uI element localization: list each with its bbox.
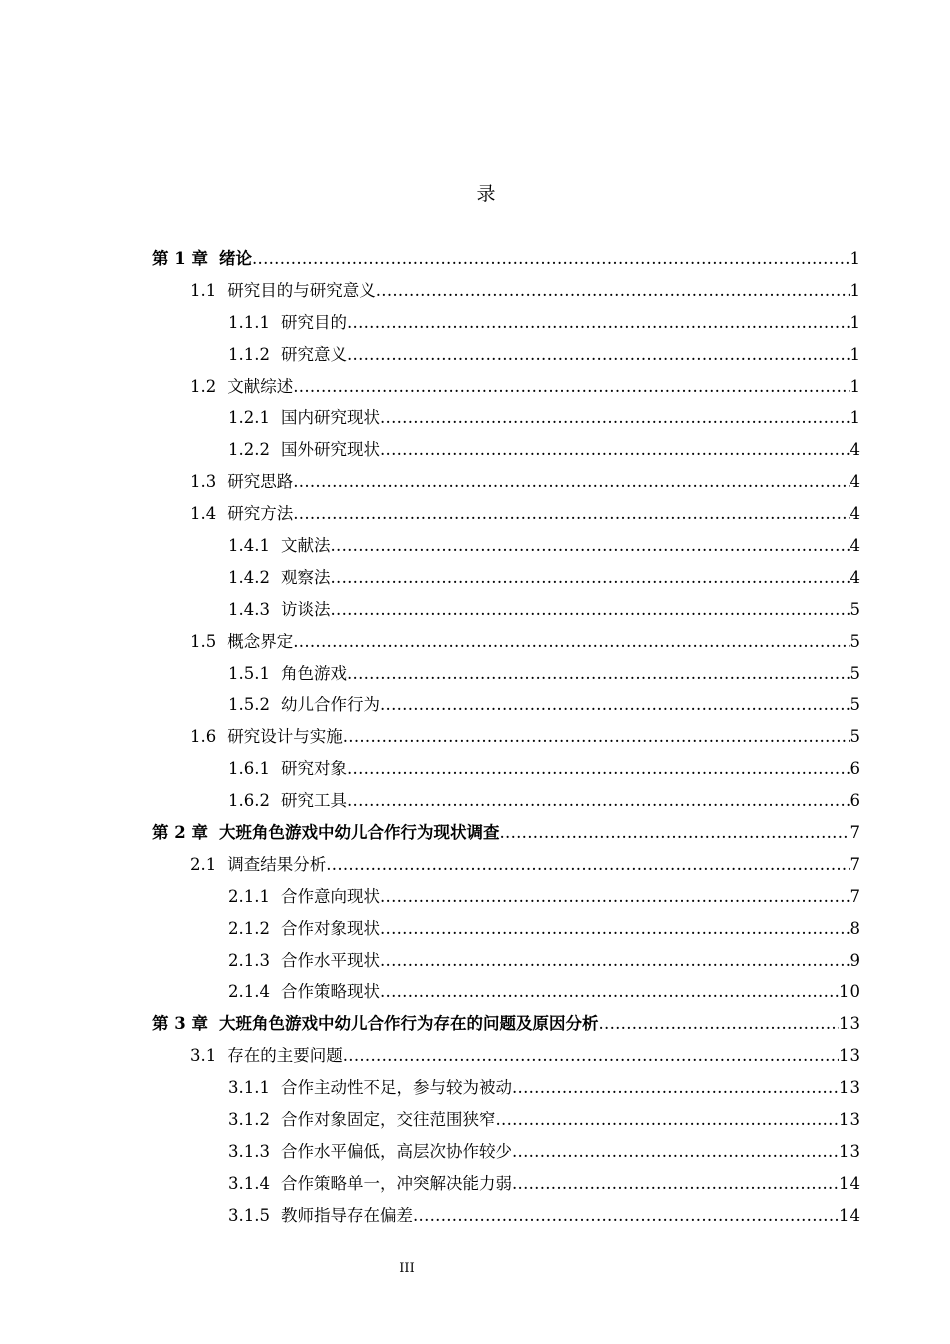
toc-entry[interactable] — [0, 1040, 950, 1072]
toc-entry-title: 研究设计与实施 — [227, 727, 343, 747]
toc-entry-page-number: 13 — [839, 1110, 860, 1130]
toc-entry[interactable] — [0, 307, 950, 339]
toc-leader-dots — [380, 434, 850, 466]
toc-entry[interactable] — [0, 371, 950, 403]
toc-entry-row — [228, 307, 860, 339]
toc-entry-page-number: 5 — [849, 727, 860, 747]
toc-entry-row — [228, 1104, 860, 1136]
toc-entry-title: 观察法 — [280, 567, 331, 587]
toc-entry-row — [190, 1040, 860, 1072]
table-of-contents — [0, 243, 950, 1232]
toc-leader-dots — [512, 1136, 839, 1168]
toc-entry-number: 1.5.2 — [228, 695, 270, 715]
toc-entry[interactable] — [0, 594, 950, 626]
toc-entry-number: 2.1.4 — [228, 982, 270, 1002]
toc-entry-title: 幼儿合作行为 — [280, 695, 380, 715]
toc-entry-title: 合作策略单一，冲突解决能力弱 — [280, 1173, 512, 1193]
toc-leader-dots — [347, 307, 850, 339]
toc-entry[interactable] — [0, 849, 950, 881]
toc-leader-dots — [343, 1040, 839, 1072]
toc-entry-page-number: 14 — [839, 1205, 860, 1225]
toc-entry-title: 概念界定 — [227, 631, 294, 651]
toc-entry-row — [228, 339, 860, 371]
toc-entry-page-number: 13 — [839, 1141, 860, 1161]
toc-entry-number: 3.1.2 — [228, 1110, 270, 1130]
toc-entry-number: 1.4 — [190, 504, 217, 524]
toc-entry-number: 2.1.3 — [228, 950, 270, 970]
toc-entry-title: 合作水平现状 — [280, 950, 380, 970]
toc-entry[interactable] — [0, 243, 950, 275]
toc-entry-page-number: 5 — [849, 663, 860, 683]
toc-entry-page-number: 4 — [849, 536, 860, 556]
toc-entry-number: 2.1 — [190, 854, 217, 874]
toc-entry-row — [228, 1072, 860, 1104]
toc-entry-number: 1.2.2 — [228, 440, 270, 460]
toc-entry-title: 研究工具 — [280, 791, 347, 811]
toc-entry-number: 1.6.2 — [228, 791, 270, 811]
toc-entry[interactable] — [0, 275, 950, 307]
toc-entry-title: 大班角色游戏中幼儿合作行为存在的问题及原因分析 — [218, 1014, 599, 1034]
toc-entry-number: 1.4.3 — [228, 599, 270, 619]
toc-entry-title: 绪论 — [218, 249, 252, 268]
toc-entry-page-number: 9 — [849, 950, 860, 970]
toc-entry-page-number: 4 — [849, 472, 860, 492]
toc-entry-number: 1.2.1 — [228, 408, 270, 428]
toc-leader-dots — [512, 1168, 839, 1200]
toc-entry-number: 2.1.1 — [228, 886, 270, 906]
toc-leader-dots — [330, 562, 849, 594]
toc-entry-row — [228, 1136, 860, 1168]
toc-entry-page-number: 5 — [849, 599, 860, 619]
toc-entry-page-number: 13 — [839, 1078, 860, 1098]
toc-entry[interactable] — [0, 402, 950, 434]
toc-entry-row — [228, 562, 860, 594]
toc-leader-dots — [380, 402, 850, 434]
toc-entry-number: 3.1.1 — [228, 1078, 270, 1098]
toc-entry-number: 1.3 — [190, 472, 217, 492]
toc-entry[interactable] — [0, 913, 950, 945]
toc-entry-row — [190, 721, 860, 753]
toc-entry[interactable] — [0, 881, 950, 913]
toc-entry[interactable] — [0, 753, 950, 785]
toc-entry-title: 调查结果分析 — [227, 854, 327, 874]
toc-entry[interactable] — [0, 1168, 950, 1200]
toc-entry[interactable] — [0, 1008, 950, 1040]
toc-entry-title: 教师指导存在偏差 — [280, 1205, 413, 1225]
toc-entry[interactable] — [0, 626, 950, 658]
toc-entry[interactable] — [0, 817, 950, 849]
toc-entry-number: 3.1.3 — [228, 1141, 270, 1161]
toc-entry-row — [152, 817, 860, 849]
toc-leader-dots — [380, 689, 850, 721]
toc-entry-title: 合作意向现状 — [280, 886, 380, 906]
toc-entry-number: 第 2 章 — [152, 823, 208, 843]
toc-entry-row — [228, 913, 860, 945]
toc-entry-title: 研究意义 — [280, 344, 347, 364]
toc-entry[interactable] — [0, 434, 950, 466]
toc-entry-title: 合作主动性不足，参与较为被动 — [280, 1078, 512, 1098]
toc-leader-dots — [380, 913, 850, 945]
toc-entry-page-number: 14 — [839, 1173, 860, 1193]
toc-entry-page-number: 1 — [849, 312, 860, 332]
toc-entry-number: 3.1.4 — [228, 1173, 270, 1193]
toc-leader-dots — [598, 1008, 839, 1040]
toc-entry-row — [228, 976, 860, 1008]
toc-entry-number: 1.2 — [190, 376, 217, 396]
toc-entry-number: 1.1.2 — [228, 344, 270, 364]
toc-entry-row — [228, 785, 860, 817]
toc-leader-dots — [326, 849, 849, 881]
toc-leader-dots — [380, 881, 850, 913]
toc-entry-title: 研究对象 — [280, 759, 347, 779]
toc-leader-dots — [293, 626, 849, 658]
toc-entry-number: 1.5.1 — [228, 663, 270, 683]
toc-entry[interactable] — [0, 945, 950, 977]
toc-leader-dots — [330, 594, 849, 626]
toc-entry-page-number: 1 — [849, 376, 860, 396]
toc-entry-number: 第 3 章 — [152, 1014, 208, 1034]
toc-entry[interactable] — [0, 1136, 950, 1168]
toc-entry-row — [190, 849, 860, 881]
toc-entry-row — [228, 753, 860, 785]
toc-entry-number: 1.1.1 — [228, 312, 270, 332]
toc-leader-dots — [347, 753, 850, 785]
toc-entry[interactable] — [0, 530, 950, 562]
toc-entry[interactable] — [0, 1104, 950, 1136]
toc-entry-row — [152, 243, 860, 275]
toc-entry-number: 1.4.1 — [228, 536, 270, 556]
toc-entry-title: 角色游戏 — [280, 663, 347, 683]
toc-entry-page-number: 5 — [849, 631, 860, 651]
toc-leader-dots — [376, 275, 850, 307]
toc-entry[interactable] — [0, 976, 950, 1008]
toc-entry-title: 访谈法 — [280, 599, 331, 619]
toc-entry-title: 研究方法 — [227, 504, 294, 524]
toc-entry-row — [190, 371, 860, 403]
toc-entry-number: 3.1.5 — [228, 1205, 270, 1225]
toc-leader-dots — [512, 1072, 839, 1104]
toc-entry[interactable] — [0, 1072, 950, 1104]
toc-entry-number: 1.6.1 — [228, 759, 270, 779]
toc-entry-title: 合作水平偏低，高层次协作较少 — [280, 1141, 512, 1161]
toc-entry-title: 文献综述 — [227, 376, 294, 396]
toc-leader-dots — [495, 1104, 839, 1136]
toc-entry[interactable] — [0, 721, 950, 753]
toc-entry-title: 研究目的 — [280, 312, 347, 332]
toc-entry-number: 1.4.2 — [228, 567, 270, 587]
toc-entry[interactable] — [0, 1200, 950, 1232]
toc-entry-page-number: 7 — [849, 886, 860, 906]
toc-entry-row — [228, 1168, 860, 1200]
toc-entry-page-number: 8 — [849, 918, 860, 938]
toc-entry-number: 2.1.2 — [228, 918, 270, 938]
toc-entry-page-number: 4 — [849, 504, 860, 524]
page-number: III — [399, 1261, 415, 1276]
toc-entry-number: 3.1 — [190, 1046, 217, 1066]
toc-leader-dots — [293, 498, 849, 530]
toc-entry-row — [228, 945, 860, 977]
toc-entry-page-number: 1 — [849, 249, 860, 268]
toc-entry-row — [228, 530, 860, 562]
toc-entry-title: 国外研究现状 — [280, 440, 380, 460]
toc-leader-dots — [330, 530, 849, 562]
toc-entry-page-number: 1 — [849, 344, 860, 364]
toc-entry-row — [228, 1200, 860, 1232]
toc-leader-dots — [252, 243, 850, 275]
toc-entry-page-number: 4 — [849, 440, 860, 460]
toc-entry-page-number: 4 — [849, 567, 860, 587]
toc-leader-dots — [499, 817, 849, 849]
toc-entry-row — [228, 689, 860, 721]
toc-entry-page-number: 13 — [839, 1046, 860, 1066]
toc-leader-dots — [380, 945, 850, 977]
toc-entry[interactable] — [0, 339, 950, 371]
toc-entry-number: 1.1 — [190, 280, 217, 300]
toc-entry-title: 合作对象现状 — [280, 918, 380, 938]
toc-leader-dots — [347, 658, 850, 690]
toc-entry-row — [190, 626, 860, 658]
toc-leader-dots — [347, 785, 850, 817]
toc-entry-row — [152, 1008, 860, 1040]
toc-entry-number: 1.6 — [190, 727, 217, 747]
toc-entry-row — [228, 594, 860, 626]
toc-entry-row — [190, 466, 860, 498]
toc-entry-row — [228, 658, 860, 690]
toc-entry-page-number: 13 — [839, 1014, 860, 1034]
toc-entry-number: 1.5 — [190, 631, 217, 651]
toc-entry-title: 研究目的与研究意义 — [227, 280, 376, 300]
toc-entry-title: 合作对象固定，交往范围狭窄 — [280, 1110, 496, 1130]
toc-entry-page-number: 6 — [849, 759, 860, 779]
toc-leader-dots — [347, 339, 850, 371]
toc-entry-row — [190, 275, 860, 307]
toc-entry-title: 存在的主要问题 — [227, 1046, 343, 1066]
toc-entry[interactable] — [0, 466, 950, 498]
toc-entry-row — [228, 402, 860, 434]
toc-entry[interactable] — [0, 785, 950, 817]
toc-entry-page-number: 5 — [849, 695, 860, 715]
page-title: 录 — [476, 183, 496, 205]
toc-entry-row — [228, 881, 860, 913]
toc-entry-page-number: 7 — [849, 854, 860, 874]
toc-entry-title: 大班角色游戏中幼儿合作行为现状调查 — [218, 823, 500, 843]
toc-entry-title: 文献法 — [280, 536, 331, 556]
toc-leader-dots — [380, 976, 839, 1008]
toc-leader-dots — [413, 1200, 839, 1232]
toc-entry[interactable] — [0, 498, 950, 530]
toc-leader-dots — [293, 466, 849, 498]
toc-entry-page-number: 1 — [849, 280, 860, 300]
toc-entry-row — [228, 434, 860, 466]
toc-entry-page-number: 10 — [839, 982, 860, 1002]
toc-entry-page-number: 7 — [849, 823, 860, 843]
toc-entry-title: 合作策略现状 — [280, 982, 380, 1002]
toc-entry[interactable] — [0, 689, 950, 721]
toc-entry-row — [190, 498, 860, 530]
toc-entry-page-number: 1 — [849, 408, 860, 428]
toc-entry-title: 国内研究现状 — [280, 408, 380, 428]
toc-leader-dots — [293, 371, 849, 403]
toc-entry-title: 研究思路 — [227, 472, 294, 492]
toc-entry[interactable] — [0, 562, 950, 594]
toc-entry-number: 第 1 章 — [152, 249, 208, 268]
toc-entry[interactable] — [0, 658, 950, 690]
toc-leader-dots — [343, 721, 850, 753]
toc-entry-page-number: 6 — [849, 791, 860, 811]
